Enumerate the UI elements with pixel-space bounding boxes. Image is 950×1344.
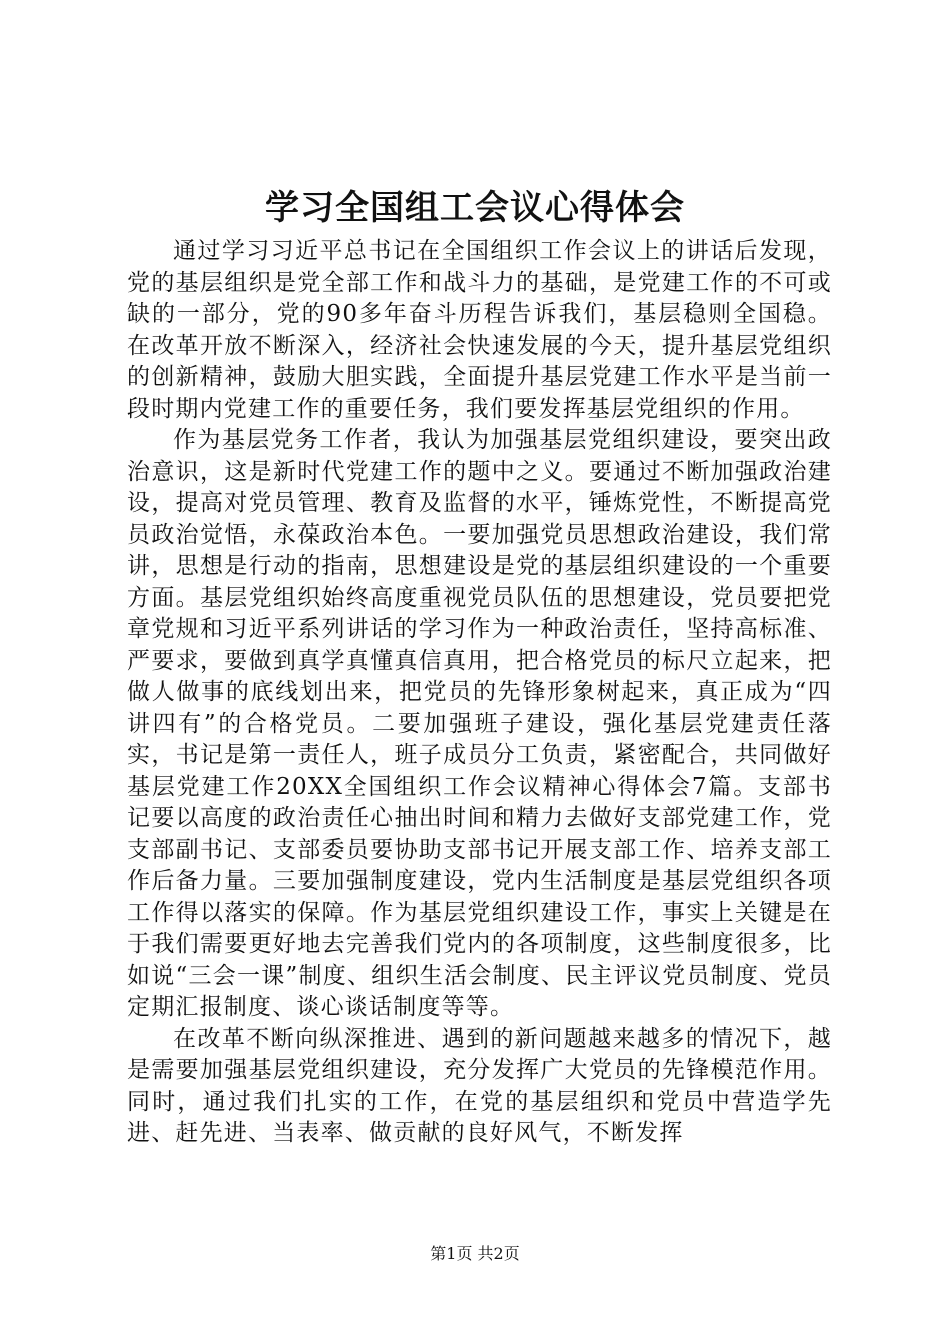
document-title: 学习全国组工会议心得体会 bbox=[265, 188, 685, 228]
page-footer bbox=[0, 1243, 950, 1265]
paragraph-2: 作为基层党务工作者，我认为加强基层党组织建设，要突出政治意识，这是新时代党建工作的题中之义。要通过不断加强政治建设，提高对党员管理、教育及监督的水平，锤炼党性，不断提高党员政治觉悟，永葆政治本色。一要加强党员思想政治建设，我们常讲，思想是行动的指南，思想建设是党的基层组织建设的一个重要方面。基层党组织始终高度重视党员队伍的思想建设，党员要把党章党规和习近平系列讲话的学习作为一种政治责任，坚持高标准、严要求，要做到真学真懂真信真用，把合格党员的标尺立起来，把做人做事的底线划出来，把党员的先锋形象树起来，真正成为“四讲四有”的合格党员。二要加强班子建设，强化基层党建责任落实，书记是第一责任人，班子成员分工负责，紧密配合，共同做好基层党建工作20XX全国组织工作会议精神心得体会7篇。支部书记要以高度的政治责任心抽出时间和精力去做好支部党建工作，党支部副书记、支部委员要协助支部书记开展支部工作、培养支部工作后备力量。三要加强制度建设，党内生活制度是基层党组织各项工作得以落实的保障。作为基层党组织建设工作，事实上关键是在于我们需要更好地去完善我们党内的各项制度，这些制度很多，比如说“三会一课”制度、组织生活会制度、民主评议党员制度、党员定期汇报制度、谈心谈话制度等等。 bbox=[127, 427, 832, 1020]
page-number: 第1页 共2页 bbox=[430, 1244, 520, 1263]
document-body bbox=[127, 236, 832, 1150]
paragraph-3: 在改革不断向纵深推进、遇到的新问题越来越多的情况下，越是需要加强基层党组织建设，充分发挥广大党员的先锋模范作用。同时，通过我们扎实的工作，在党的基层组织和党员中营造学先进、赶先进、当表率、做贡献的良好风气，不断发挥 bbox=[127, 1025, 832, 1146]
paragraph-1: 通过学习习近平总书记在全国组织工作会议上的讲话后发现，党的基层组织是党全部工作和战斗力的基础，是党建工作的不可或缺的一部分，党的90多年奋斗历程告诉我们，基层稳则全国稳。在改革开放不断深入，经济社会快速发展的今天，提升基层党组织的创新精神，鼓励大胆实践，全面提升基层党建工作水平是当前一段时期内党建工作的重要任务，我们要发挥基层党组织的作用。 bbox=[127, 238, 832, 422]
